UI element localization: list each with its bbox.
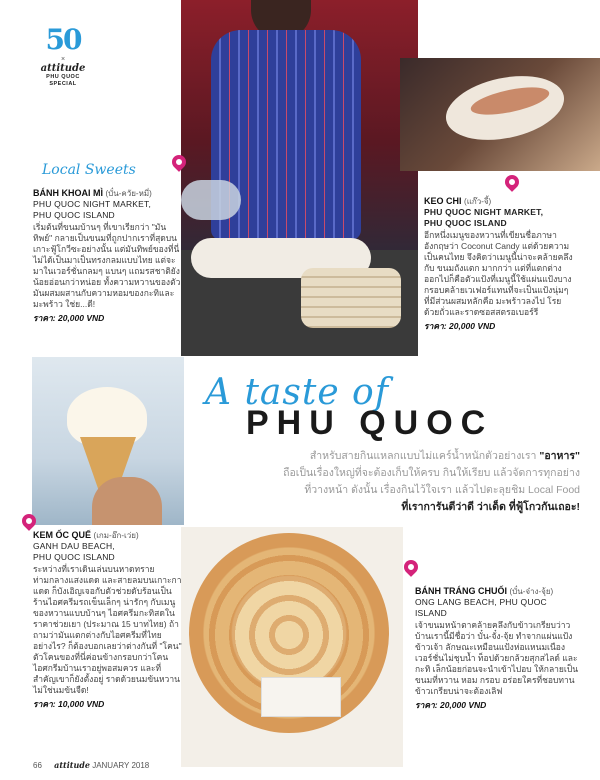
- map-pin-icon: [502, 172, 522, 192]
- map-pin-icon: [401, 557, 421, 577]
- item-location: PHU QUOC ISLAND: [33, 210, 115, 220]
- intro-line: ที่วางหน้า ดังนั้น เรื่องกินไว้ใจเรา แล้วไปตะลุยชิม Local Food: [304, 484, 580, 496]
- item-keo-chi: [424, 196, 574, 332]
- item-name: KEO CHI: [424, 196, 462, 206]
- page-number: 66: [33, 761, 42, 770]
- photo-vendor-night-market: [181, 0, 418, 356]
- photo-keo-chi: [400, 58, 600, 171]
- brand-name: attitude: [40, 63, 86, 74]
- special-edition-logo: [33, 23, 93, 96]
- intro-line: ถือเป็นเรื่องใหญ่ที่จะต้องเก็บให้ครบ กินให้เรียบ แล้วจัดการทุกอย่าง: [283, 467, 580, 479]
- item-location: ONG LANG BEACH, PHU QUOC: [415, 597, 547, 607]
- item-location: GANH DAU BEACH,: [33, 541, 115, 551]
- page-footer: [33, 760, 149, 770]
- item-location: PHU QUOC ISLAND: [424, 218, 507, 228]
- logo-separator: ×: [60, 56, 66, 63]
- item-thai-name: (เกม-อ๊ก-เว่ย): [93, 531, 139, 540]
- item-thai-name: (บั๋น-จ๋าง-จุ้ย): [509, 587, 554, 596]
- item-description: อีกหนึ่งเมนูของหวานที่เขียนชื่อภาษาอังกฤษว่า Coconut Candy แต่ด้วยความเป็นคนไทย จึงคิดว่าเมนูนี้น่าจะคล้ายคลึงกับ ขนมถังแตก มากกว่า แต่ที่แตกต่างออกไปก็คือตัวแป้งที่เมนูนี้ใช้แผ่นแป้งบางกรอบคล้ายเวเฟอร์แทนที่จะเป็นแป้งนุ่มๆ ที่มีส่วนผสมหลักคือ มะพร้าวลงไป โรยด้วยถั่วและราดซอสสตรอเบอร์รี: [424, 230, 573, 317]
- headline-main: PHU QUOC: [246, 404, 494, 442]
- item-title: [424, 196, 574, 207]
- item-name: BÁNH KHOAI MÌ: [33, 188, 103, 198]
- photo-banh-trang-chuoi: [181, 527, 403, 767]
- item-name: KEM ỐC QUẾ: [33, 530, 92, 540]
- item-description: ระหว่างที่เราเดินเล่นบนหาดทรายท่ามกลางแสงแดด และสายลมบนเกาะกาแดด ก็บังเอิญเจอกับตัวช่วยดับร้อนเป็นร้านไอศครีมรถเข็นเล็กๆ น่ารักๆ กับเมนูของหวานแบบบ้านๆ ไอศครีมกะทิสดในราคาช่วยเยา (ประมาณ 15 บาทไทย) ถ้าถามว่ามันแตกต่างกับไอศครีมที่ไทยอย่างไร? ก็ต้องบอกเลยว่าต่างกันที่ "โคน" ตัวโคนของที่นี่ค่อนข้างกรอบกว่าโคนไอศกรีมบ้านเราอยู่พอสมควร และที่สำคัญเขาก็ยังตั้งอยู่ ราดด้วยนมข้นหวานไม่ใช่นมข้นจืด!: [33, 564, 182, 695]
- item-location: PHU QUOC ISLAND: [33, 552, 115, 562]
- item-location: ISLAND: [415, 608, 447, 618]
- item-price: ราคา: 20,000 VND: [33, 313, 105, 323]
- footer-issue: JANUARY 2018: [92, 761, 150, 770]
- item-thai-name: (แก๊ว-จี้): [464, 197, 492, 206]
- item-price: ราคา: 20,000 VND: [415, 700, 487, 710]
- footer-magazine: attitude: [54, 760, 90, 770]
- item-kem-oc-que: [33, 530, 183, 710]
- item-description: เจ้าขนมหน้าตาคล้ายคลึงกับข้าวเกรียบว่าวบ้านเรานี้มีชื่อว่า บั๋น-จั๋ง-จุ้ย ทำจากแผ่นแป้งข้าวเจ้า ลักษณะเหมือนแป้งห่อแหนมเนืองเวอร์ชั่นไม่ชุบน้ำ ท็อปด้วยกล้วยสุกสไลด์ และกะทิ เล็กน้อยก่อนจะนำเข้าไปอบ ให้กลายเป็นขนมที่หวาน หอม กรอบ อร่อยใครที่ชอบทานข้าวเกรียบน่าจะต้องเลิฟ: [415, 620, 579, 696]
- item-banh-trang-chuoi: [415, 586, 580, 711]
- intro-line: สำหรับสายกินแหลกแบบไม่แคร์น้ำหนักตัวอย่างเรา: [309, 450, 537, 462]
- special-label: PHU QUOC SPECIAL: [46, 74, 80, 87]
- anniversary-logo: 50: [45, 23, 81, 56]
- item-banh-khoai-mi: [33, 188, 183, 324]
- section-title: Local Sweets: [42, 162, 136, 178]
- item-location: PHU QUOC NIGHT MARKET,: [33, 199, 152, 209]
- item-price: ราคา: 10,000 VND: [33, 699, 105, 709]
- item-title: [33, 530, 183, 541]
- item-description: เริ่มต้นที่ขนมบ้านๆ ที่เขาเรียกว่า "มันทิพย์" กลายเป็นขนมที่ถูกปากเราที่สุดบนเกาะฟู้โกวีซะอย่างนั้น แต่มันทิพย์ของที่นี่ไม่ได้เป็นมาเป็นทรงกลมแบบไทย แต่จะมาในเวอร์ชั่นกลมๆ แบนๆ แถมรสชาติยังน้อยอ่อนกว่าหน่อย ทั้งความหวานของตัวมันผสมผสานกับความหอมของกะทิและมะพร้าว ใช่ย...ดี!: [33, 222, 181, 309]
- item-location: PHU QUOC NIGHT MARKET,: [424, 207, 544, 217]
- item-title: [33, 188, 183, 199]
- photo-ice-cream-cone: [32, 357, 184, 525]
- item-thai-name: (บั๋น-ควัย-หมี่): [105, 189, 152, 198]
- intro-highlight: "อาหาร": [539, 450, 580, 462]
- headline-script: A taste of: [205, 372, 390, 413]
- item-price: ราคา: 20,000 VND: [424, 321, 496, 331]
- item-title: [415, 586, 580, 597]
- intro-paragraph: [200, 448, 580, 516]
- item-name: BÁNH TRÁNG CHUỐI: [415, 586, 507, 596]
- intro-line: ที่เราการันตีว่าดี ว่าเด็ด ที่ฟู้โกวกันเถอะ!: [401, 501, 580, 513]
